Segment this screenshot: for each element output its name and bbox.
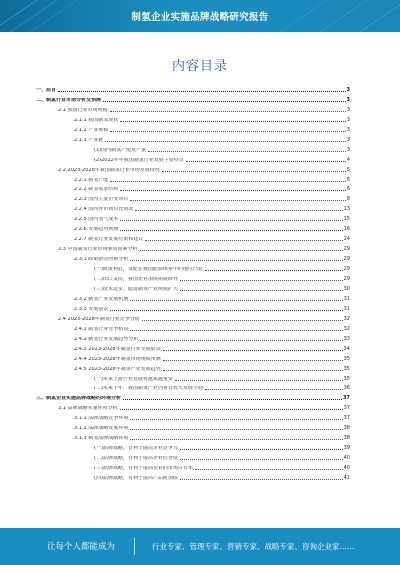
toc-leader-dots	[58, 91, 346, 92]
toc-page-number: 3	[346, 116, 350, 123]
toc-page-number: 33	[343, 335, 350, 342]
toc-leader-dots	[130, 419, 342, 420]
toc-title: 内容目录	[171, 59, 228, 74]
toc-page-number: 30	[343, 285, 350, 292]
toc-entry-title: 2.1 我国行业市场规模	[58, 107, 108, 113]
toc-entry-title: 2.2.5 国内氢气成本	[74, 217, 119, 223]
toc-entry[interactable]	[74, 126, 350, 133]
footer-divider	[134, 538, 135, 555]
toc-entry-title: 2.2.7 制氢行业发展对策和建议	[74, 237, 144, 243]
toc-page-number: 38	[343, 435, 350, 442]
toc-page-number: 15	[343, 216, 350, 223]
toc-page-number: 36	[343, 385, 350, 392]
toc-entry-title: 2.2 2023-2028年我国制氢行业市场发展情况	[58, 167, 160, 173]
toc-page-number: 3	[346, 106, 350, 113]
toc-entry-title: 3.1.1 品牌战略竞争环境	[74, 416, 129, 422]
toc-entry[interactable]	[94, 285, 350, 292]
toc-leader-dots	[105, 141, 346, 142]
toc-leader-dots	[145, 240, 342, 241]
toc-page-number: 37	[343, 415, 350, 422]
toc-leader-dots	[175, 380, 343, 381]
toc-entry-title: 2.4.5 2023-2028年制氢产业发展趋势	[74, 366, 161, 372]
toc-entry[interactable]	[74, 414, 350, 421]
toc-leader-dots	[130, 429, 342, 430]
toc-leader-dots	[103, 101, 346, 102]
toc-leader-dots	[163, 360, 343, 361]
toc-leader-dots	[110, 131, 346, 132]
toc-page-number: 32	[343, 315, 350, 322]
toc-entry[interactable]	[58, 404, 350, 411]
toc-page-number: 41	[343, 475, 350, 481]
toc-entry[interactable]	[94, 275, 350, 282]
toc-page-number: 3	[346, 126, 350, 133]
toc-entry-title: (三)品牌战略，有利于提高企业的市场占有率	[94, 466, 193, 472]
toc-leader-dots	[148, 151, 346, 152]
toc-page-number: 35	[343, 365, 350, 372]
toc-entry[interactable]	[74, 235, 350, 242]
toc-page-number: 13	[343, 206, 350, 213]
toc-entry-title: 3.1 品牌战略实施环境分析	[58, 406, 118, 412]
toc-entry-title: 2.4 2023-2028年制氢行业竞争分析	[58, 316, 140, 322]
toc-entry[interactable]	[74, 225, 350, 232]
toc-leader-dots	[180, 290, 343, 291]
toc-leader-dots	[130, 330, 342, 331]
toc-leader-dots	[120, 409, 343, 410]
toc-page-number: 39	[343, 445, 350, 452]
toc-entry[interactable]	[74, 136, 350, 143]
toc-entry-title: (一)品牌战略，有利于提高企业竞争力	[94, 446, 178, 452]
toc-entry[interactable]	[94, 454, 350, 461]
toc-entry[interactable]	[74, 335, 350, 342]
toc-leader-dots	[120, 121, 346, 122]
toc-leader-dots	[163, 350, 343, 351]
toc-entry[interactable]	[94, 156, 350, 163]
toc-leader-dots	[135, 210, 342, 211]
toc-entry-title: 2.1.2 产业规模	[74, 127, 109, 133]
toc-entry-title: 2.1.1 我国制氢现状	[74, 117, 119, 123]
toc-entry[interactable]	[74, 195, 350, 202]
toc-entry-title: 2.1.3 产业链	[74, 137, 104, 143]
toc-entry-title: (二)品牌战略，有利于提高企业信誉度	[94, 456, 178, 462]
toc-entry-title: (1)国内制氢产能及产量	[94, 147, 147, 153]
toc-entry[interactable]	[94, 265, 350, 272]
footer-banner	[0, 528, 400, 565]
toc-entry-title: (四)品牌战略，有利于提高产品附加值	[94, 476, 178, 481]
toc-page-number: 8	[346, 196, 350, 203]
toc-entry[interactable]	[74, 345, 350, 352]
toc-entry[interactable]	[36, 96, 350, 103]
toc-page-number: 5	[346, 166, 350, 173]
toc-leader-dots	[162, 171, 346, 172]
toc-entry[interactable]	[94, 474, 350, 481]
toc-entry-title: (一)政策利好，氢能在我国能源体系中的地位凸显	[94, 267, 203, 273]
toc-page-number: 31	[343, 295, 350, 302]
toc-page-number: 40	[343, 465, 350, 472]
toc-entry-title: (二)出口支持，我国企业加快拓展海外	[94, 277, 178, 283]
toc-leader-dots	[205, 270, 343, 271]
toc-entry[interactable]	[74, 365, 350, 372]
toc-page-number: 3	[346, 87, 350, 93]
toc-leader-dots	[130, 260, 342, 261]
toc-entry-title: 2.3.2 制氢产业发展机遇	[74, 296, 129, 302]
toc-leader-dots	[110, 111, 346, 112]
toc-entry[interactable]	[74, 325, 350, 332]
toc-page-number: 3	[346, 146, 350, 153]
toc-entry[interactable]	[58, 315, 350, 322]
toc-entry-title: 2.4.2 制氢行业发展趋势分析	[74, 336, 139, 342]
toc-leader-dots	[140, 340, 342, 341]
toc-entry-title: 2.4.1 制氢行业竞争格局	[74, 326, 129, 332]
toc-page-number: 4	[346, 156, 350, 163]
toc-entry-title: (2)2022年年我国制氢行业发展主要特点	[94, 157, 184, 163]
footer-roles: 行业专家、管理专家、营销专家、战略专家、咨询企业家……	[152, 542, 355, 551]
toc-leader-dots	[110, 181, 346, 182]
toc-leader-dots	[180, 280, 343, 281]
toc-entry[interactable]	[58, 106, 350, 113]
toc-leader-dots	[195, 469, 343, 470]
toc-page-number: 16	[343, 226, 350, 233]
toc-leader-dots	[130, 200, 346, 201]
toc-leader-dots	[130, 300, 342, 301]
toc-leader-dots	[180, 459, 343, 460]
toc-entry-title: (二)未来十年，我国制氢产业仍将有较大发展空间	[94, 386, 203, 392]
toc-page-number: 29	[343, 246, 350, 253]
toc-entry[interactable]	[58, 166, 350, 173]
toc-entry-title: 2.2.1 制氢产能	[74, 177, 109, 183]
toc-leader-dots	[110, 310, 342, 311]
toc-entry[interactable]	[94, 384, 350, 391]
toc-page-number: 29	[343, 276, 350, 283]
toc-entry[interactable]	[74, 434, 350, 441]
toc-entry-title: 2.2.4 国内外市场对比情况	[74, 207, 134, 213]
toc-entry-title: 三、制氢企业实施品牌战略的环境分析	[36, 396, 122, 402]
toc-entry-title: 2.4.3 2023-2028年制氢行业发展前景	[74, 346, 161, 352]
toc-page-number: 29	[343, 256, 350, 263]
toc-leader-dots	[123, 399, 342, 400]
toc-page-number: 32	[343, 325, 350, 332]
toc-entry[interactable]	[94, 464, 350, 471]
toc-entry[interactable]	[74, 116, 350, 123]
toc-entry[interactable]	[74, 176, 350, 183]
toc-entry-title: 2.3.3 发展前景	[74, 306, 109, 312]
toc-entry-title: 2.3 中国制氢行业市场驱动因素分析	[58, 247, 138, 253]
toc-entry[interactable]	[74, 185, 350, 192]
toc-leader-dots	[142, 320, 343, 321]
toc-entry-title: 二、制氢行业市场分析及预测	[36, 97, 102, 103]
toc-page-number: 40	[343, 455, 350, 462]
toc-entry[interactable]	[74, 255, 350, 262]
footer-slogan: 让每个人都能成为	[47, 542, 116, 552]
toc-page-number: 38	[343, 425, 350, 432]
toc-entry[interactable]	[74, 205, 350, 212]
toc-entry[interactable]	[58, 245, 350, 252]
toc-entry[interactable]	[74, 424, 350, 431]
toc-entry-title: 2.3.1 政策驱动因素分析	[74, 257, 129, 263]
toc-page-number: 6	[346, 176, 350, 183]
toc-leader-dots	[186, 161, 346, 162]
toc-entry[interactable]	[74, 295, 350, 302]
toc-entry-title: (一)未来上游行业发展将越来越重要	[94, 376, 173, 382]
toc-page-number: 35	[343, 355, 350, 362]
toc-entry[interactable]	[94, 375, 350, 382]
toc-leader-dots	[130, 439, 342, 440]
toc-entry[interactable]	[74, 215, 350, 222]
report-title: 制氢企业实施品牌战略研究报告	[131, 12, 269, 23]
toc-page-number: 24	[343, 236, 350, 243]
toc-entry-title: 2.2.2 制氢需求结构	[74, 187, 119, 193]
toc-leader-dots	[205, 389, 343, 390]
toc-leader-dots	[120, 220, 342, 221]
toc-entry-title: 2.2.3 国内主要企业项目	[74, 197, 129, 203]
toc-page-number: 37	[343, 395, 350, 402]
toc-page-number: 34	[343, 345, 350, 352]
toc-page-number: 3	[346, 96, 350, 103]
toc-entry-title: (三)技术进步，促进制氢产业规模扩大	[94, 286, 178, 292]
toc-page-number: 37	[343, 405, 350, 412]
toc-leader-dots	[120, 230, 342, 231]
toc-page-number: 29	[343, 266, 350, 273]
toc-entry-title: 一、前言	[36, 88, 57, 93]
toc-page-number: 6	[346, 186, 350, 193]
toc-page-number: 31	[343, 305, 350, 312]
toc-entry[interactable]	[36, 86, 350, 93]
toc-leader-dots	[180, 449, 343, 450]
toc-entry[interactable]	[94, 444, 350, 451]
toc-entry[interactable]	[36, 394, 350, 401]
toc-entry-title: 2.2.6 发展趋势预测	[74, 227, 119, 233]
toc-leader-dots	[163, 370, 343, 371]
toc-entry[interactable]	[74, 355, 350, 362]
toc-leader-dots	[180, 479, 343, 480]
toc-entry[interactable]	[94, 146, 350, 153]
toc-page-number: 3	[346, 136, 350, 143]
toc-entry-title: 2.4.4 2023-2028年制氢市场规模预测	[74, 356, 161, 362]
toc-entry-title: 3.1.2 品牌战略发展环境	[74, 426, 129, 432]
toc-entry-title: 3.1.3 制氢品牌战略环境	[74, 436, 129, 442]
toc-entry[interactable]	[74, 305, 350, 312]
toc-leader-dots	[120, 190, 346, 191]
toc-leader-dots	[140, 250, 343, 251]
toc-page-number: 35	[343, 375, 350, 382]
